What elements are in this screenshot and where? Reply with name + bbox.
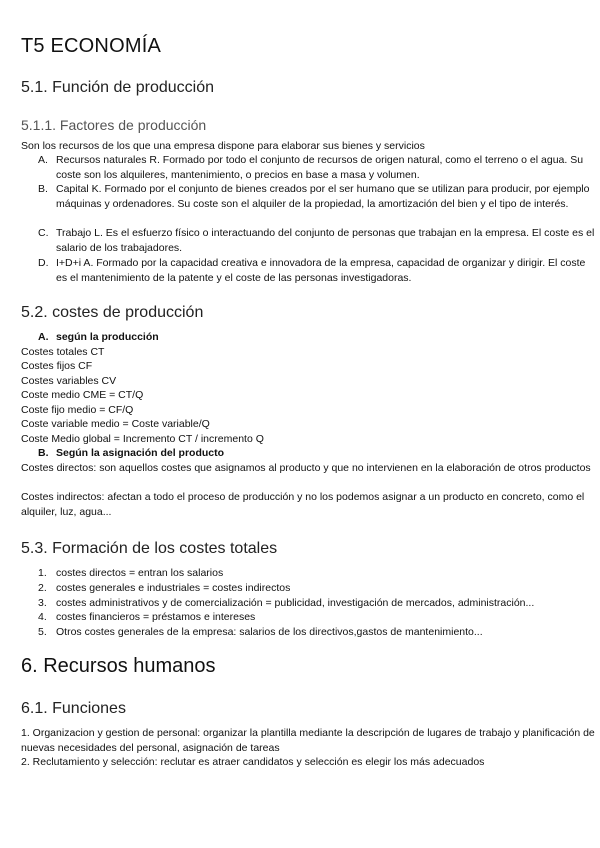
item-text: costes directos = entran los salarios bbox=[56, 567, 224, 579]
factor-marker: B. bbox=[38, 183, 48, 195]
coste-line: Coste variable medio = Coste variable/Q bbox=[21, 418, 210, 430]
subheading-segun-asignacion bbox=[38, 446, 224, 461]
factor-item bbox=[21, 153, 596, 182]
funcion-2-text: 2. Reclutamiento y selección: reclutar es atraer candidatos y selección es elegir los más adecuados bbox=[21, 756, 485, 768]
coste-line: Costes fijos CF bbox=[21, 360, 93, 372]
subheading-segun-produccion bbox=[38, 330, 159, 345]
coste-total-item bbox=[21, 596, 596, 611]
heading-5-1: 5.1. Función de producción bbox=[21, 79, 215, 96]
coste-line: Coste Medio global = Incremento CT / incremento Q bbox=[21, 433, 264, 445]
factor-item bbox=[21, 182, 596, 211]
coste-total-item bbox=[21, 566, 596, 581]
factor-item bbox=[21, 226, 596, 255]
item-marker: 1. bbox=[38, 567, 47, 579]
coste-total-item bbox=[21, 625, 596, 640]
heading-5-2: 5.2. costes de producción bbox=[21, 304, 204, 321]
coste-line: Coste fijo medio = CF/Q bbox=[21, 404, 134, 416]
funcion-1-text: 1. Organizacion y gestion de personal: organizar la plantilla mediante la descripción de lugares de trabajo y planificación de nuevas necesidades del personal, asignación de tareas bbox=[21, 727, 595, 754]
coste-total-item bbox=[21, 610, 596, 625]
document-title: T5 ECONOMÍA bbox=[21, 35, 161, 57]
subheading-label: según la producción bbox=[56, 331, 159, 343]
item-marker: 3. bbox=[38, 597, 47, 609]
list-marker: B. bbox=[38, 447, 49, 459]
item-marker: 5. bbox=[38, 626, 47, 638]
heading-5-3: 5.3. Formación de los costes totales bbox=[21, 540, 278, 557]
factor-text: I+D+i A. Formado por la capacidad creativa e innovadora de la empresa, capacidad de organizar y dirigir. El coste es el mantenimiento de la patente y el coste de las personas investigadoras. bbox=[56, 257, 586, 284]
factor-text: Recursos naturales R. Formado por todo el conjunto de recursos de origen natural, como el terreno o el agua. Su coste son los alquileres, mantenimiento, o precios en base a masa y volumen. bbox=[56, 154, 584, 181]
item-text: costes generales e industriales = costes indirectos bbox=[56, 582, 291, 594]
coste-line: Costes totales CT bbox=[21, 346, 105, 358]
coste-line: Coste medio CME = CT/Q bbox=[21, 389, 144, 401]
factor-marker: D. bbox=[38, 257, 49, 269]
subheading-label: Según la asignación del producto bbox=[56, 447, 225, 459]
coste-line: Costes variables CV bbox=[21, 375, 117, 387]
item-text: Otros costes generales de la empresa: salarios de los directivos,gastos de mantenimiento... bbox=[56, 626, 483, 638]
costes-directos-text: Costes directos: son aquellos costes que asignamos al producto y que no intervienen en la elaboración de otros productos bbox=[21, 462, 591, 474]
item-text: costes administrativos y de comercialización = publicidad, investigación de mercados, administración... bbox=[56, 597, 535, 609]
coste-total-item bbox=[21, 581, 596, 596]
factor-item bbox=[21, 256, 596, 285]
list-marker: A. bbox=[38, 331, 49, 343]
heading-6: 6. Recursos humanos bbox=[21, 655, 216, 677]
factores-intro: Son los recursos de los que una empresa dispone para elaborar sus bienes y servicios bbox=[21, 140, 425, 152]
factor-marker: C. bbox=[38, 227, 49, 239]
factor-marker: A. bbox=[38, 154, 48, 166]
item-text: costes financieros = préstamos e intereses bbox=[56, 611, 256, 623]
factor-text: Trabajo L. Es el esfuerzo físico o interactuando del conjunto de personas que trabajan en la empresa. El coste es el salario de los trabajadores. bbox=[56, 227, 595, 254]
item-marker: 2. bbox=[38, 582, 47, 594]
item-marker: 4. bbox=[38, 611, 47, 623]
heading-6-1: 6.1. Funciones bbox=[21, 700, 126, 717]
heading-5-1-1: 5.1.1. Factores de producción bbox=[21, 117, 207, 133]
costes-indirectos-text: Costes indirectos: afectan a todo el proceso de producción y no los podemos asignar a un producto en concreto, como el alquiler, luz, agua... bbox=[21, 491, 585, 518]
factor-text: Capital K. Formado por el conjunto de bienes creados por el ser humano que se utilizan para producir, por ejemplo máquinas y ordenadores. Su coste son el alquiler de la propiedad, la amortización del bien y el tipo de interés. bbox=[56, 183, 590, 210]
